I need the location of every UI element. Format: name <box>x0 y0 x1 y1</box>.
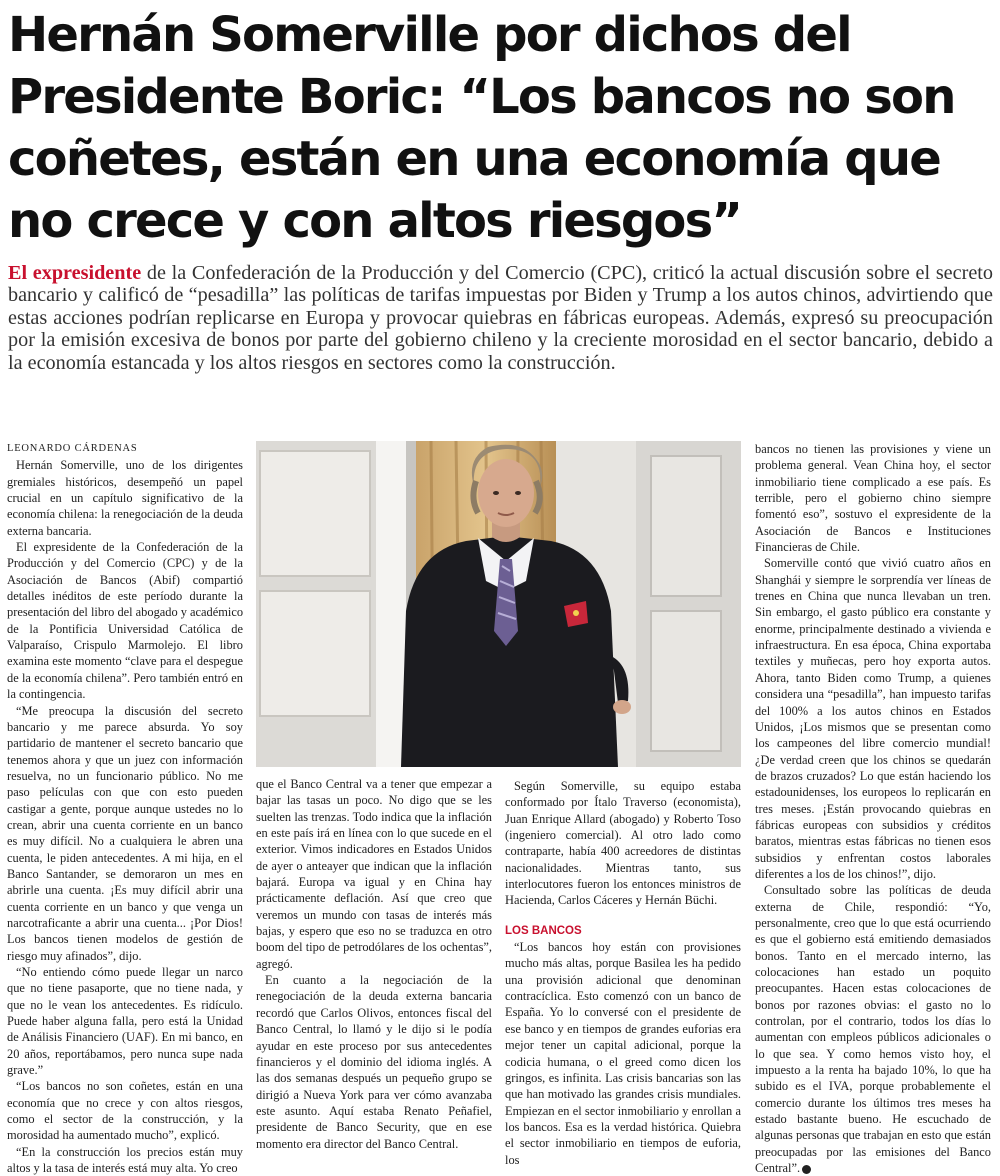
column-4 <box>755 441 991 1176</box>
paragraph: “No entiendo cómo puede llegar un narco que no tiene pasaporte, que no tiene nada, y que no le vean los antecedentes. Es ridículo. Puede haber alguna falla, pero está la Unidad de Análisis Financiero (UAF). En mi banco, en 20 años, reportábamos, pero nunca supe nada grave.” <box>7 965 243 1078</box>
lead-keyword: El expresidente <box>8 262 142 284</box>
column-3 <box>505 776 741 1168</box>
paragraph: El expresidente de la Confederación de la Producción y del Comercio (CPC) y de la Asociación de Bancos (Abif) compartió detalles inéditos de este período durante la presentación del libro del abogado y académico de la Pontificia Universidad Católica de Valparaíso, Crispulo Marmolejo. El libro examina este momento “clave para el despegue de la economía chilena”. Pero también entró en la contingencia. <box>7 540 244 702</box>
paragraph: Somerville contó que vivió cuatro años en Shanghái y siempre le sorprendía ver líneas de trenes en China que nunca llevaban un tren. Sin embargo, el gasto público era constante y enorme, principalmente destinado a vivienda e infraestructura. En esa época, China exportaba textiles y muñecas, pero hoy exporta autos. Ahora, tanto Biden como Trump, a quienes considera una “pesadilla”, han impuesto tarifas del 100% a los autos chinos en Estados Unidos, ¡Los mismos que se presentan como los campeones del libre comercio mundial! ¿De verdad creen que los chinos se quedarán de brazos cruzados? Lo que están haciendo los estadounidenses, los europeos lo replicarán en tres meses. ¡Están provocando quiebras en fábricas europeas con subsidios y créditos baratos, mientras estas fábricas no tienen esos subsidios y enfrentan costos laborales diferentes a los de los chinos!”, dijo. <box>755 556 991 881</box>
subhead: LOS BANCOS <box>505 924 582 937</box>
headline: Hernán Somerville por dichos del Presidente Boric: “Los bancos no son coñetes, están en una economía que no crece y con altos riesgos” <box>8 7 955 249</box>
paragraph: “Los bancos hoy están con provisiones mucho más altas, porque Basilea les ha pedido una provisión adicional que denominan contracíclica. Esto comenzó con un banco de España. Yo lo conversé con el presidente de ese banco y en tiempos de grandes euforias era mejor tener un capital adicional, porque la codicia humana, o el greed como dicen los gringos, es infinita. Las crisis bancarias son las que han motivado las grandes crisis mundiales. Empiezan en el sector inmobiliario y enrollan a los bancos. Esa es la verdad histórica. Quiebra el sector inmobiliario en tiempos de euforia, los <box>505 940 741 1167</box>
column-1 <box>7 441 243 1176</box>
paragraph: “En la construcción los precios están muy altos y la tasa de interés está muy alta. Yo creo <box>7 1144 243 1176</box>
photo-illustration <box>256 441 741 767</box>
paragraph: bancos no tienen las provisiones y viene un problema general. Vean China hoy, el sector inmobiliario tiene complicado a ese país. Es terrible, pero el gobierno chino siempre fomentó eso”, sostuvo el expresidente de la Asociación de Bancos e Instituciones Financieras de Chile. <box>755 442 991 555</box>
lead-paragraph <box>8 262 993 374</box>
byline: LEONARDO CÁRDENAS <box>7 443 138 454</box>
column-2 <box>256 776 492 1152</box>
paragraph: Según Somerville, su equipo estaba conformado por Ítalo Traverso (economista), Juan Enrique Allard (abogado) y Roberto Toso (ingeniero comercial). Al otro lado como contraparte, había 400 acreedores de distintas nacionalidades. Mientras tanto, sus interlocutores fueron los entonces ministros de Hacienda, Carlos Cáceres y Hernán Büchi. <box>505 779 741 908</box>
paragraph: que el Banco Central va a tener que empezar a bajar las tasas un poco. No digo que se les suelten las trenzas. Todo indica que la inflación en este país irá en línea con lo que sucede en el exterior. Vimos indicadores en Estados Unidos de ayer o anteayer que indican que la inflación bajará. Europa va igual y en China hay prácticamente deflación. Así que creo que veremos un mundo con tasas de interés más bajas, y espero que eso no se traduzca en otro boom del tipo de petrodólares de los ochentas”, agregó. <box>256 777 492 971</box>
lead-text: de la Confederación de la Producción y del Comercio (CPC), criticó la actual discusión sobre el secreto bancario y calificó de “pesadilla” las políticas de tarifas impuestas por Biden y Trump a los autos chinos, advirtiendo que estas acciones podrían replicarse en Europa y provocar quiebras en fábricas europeas. Además, expresó su preocupación por la emisión excesiva de bonos por parte del gobierno chileno y la creciente morosidad en el sector bancario, debido a la economía estancada y los altos riesgos en sectores como la construcción. <box>8 262 993 374</box>
paragraph: En cuanto a la negociación de la renegociación de la deuda externa bancaria recordó que Carlos Olivos, entonces fiscal del Banco Central, lo llamó y le dijo si le podía ayudar en este proceso por sus antecedentes financieros y el dominio del idioma inglés. A las dos semanas después un pequeño grupo se dirigió a Nueva York para ver cómo avanzaba este asunto. Aquí estaba Renato Peñafiel, presidente de Banco Security, que en ese momento era director del Banco Central. <box>256 973 492 1151</box>
paragraph: “Me preocupa la discusión del secreto bancario y me parece absurda. Yo soy partidario de mantener el secreto bancario que tenemos ahora y que un juez con información resuelva, no un funcionario público. No me paso películas con que con esto pueden castigar a gente, porque aunque ustedes no lo crean, abrir una cuenta corriente en un banco es muy difícil. No a cualquiera le abren una cuenta, le piden antecedentes. A mi hija, en el Banco Santander, se demoraron un mes en abrirle una cuenta. ¡Es muy difícil abrir una cuenta corriente en un banco y que venga un narcotraficante a abrir una cuenta... ¡Por Dios! Los bancos tienen modelos de gestión de riesgo muy afinados”, dijo. <box>7 703 243 963</box>
paragraph: Hernán Somerville, uno de los dirigentes gremiales históricos, desempeñó un papel crucial en un capítulo significativo de la economía chilena: la renegociación de la deuda externa bancaria. <box>7 458 243 538</box>
paragraph-text: Consultado sobre las políticas de deuda externa de Chile, respondió: “Yo, personalmente, creo que lo que está ocurriendo es que el gobierno está emitiendo demasiados bonos. Tanto en el mercado interno, las colocaciones han estado un poquito preocupantes. Hacen estas colocaciones de bonos por razones obvias: el gasto no lo controlan, por el contrario, todos los días lo aumentan con empleos públicos adicionales o lo que sea. Y como hemos visto hoy, el impuesto a la renta ha bajado 10%, lo que ha subido es el IVA, porque probablemente el comercio durante los últimos tres meses ha estado bastante bueno. He escuchado de algunas personas que trabajan en esto que están preocupadas por las emisiones del Banco Central”. <box>755 883 991 1176</box>
portrait-photo <box>256 441 741 767</box>
paragraph <box>755 882 991 1176</box>
paragraph: “Los bancos no son coñetes, están en una economía que no crece y con altos riesgos, como el sector de la construcción, y la morosidad ha aumentado mucho”, explicó. <box>7 1079 243 1143</box>
end-mark-icon <box>802 1165 811 1174</box>
